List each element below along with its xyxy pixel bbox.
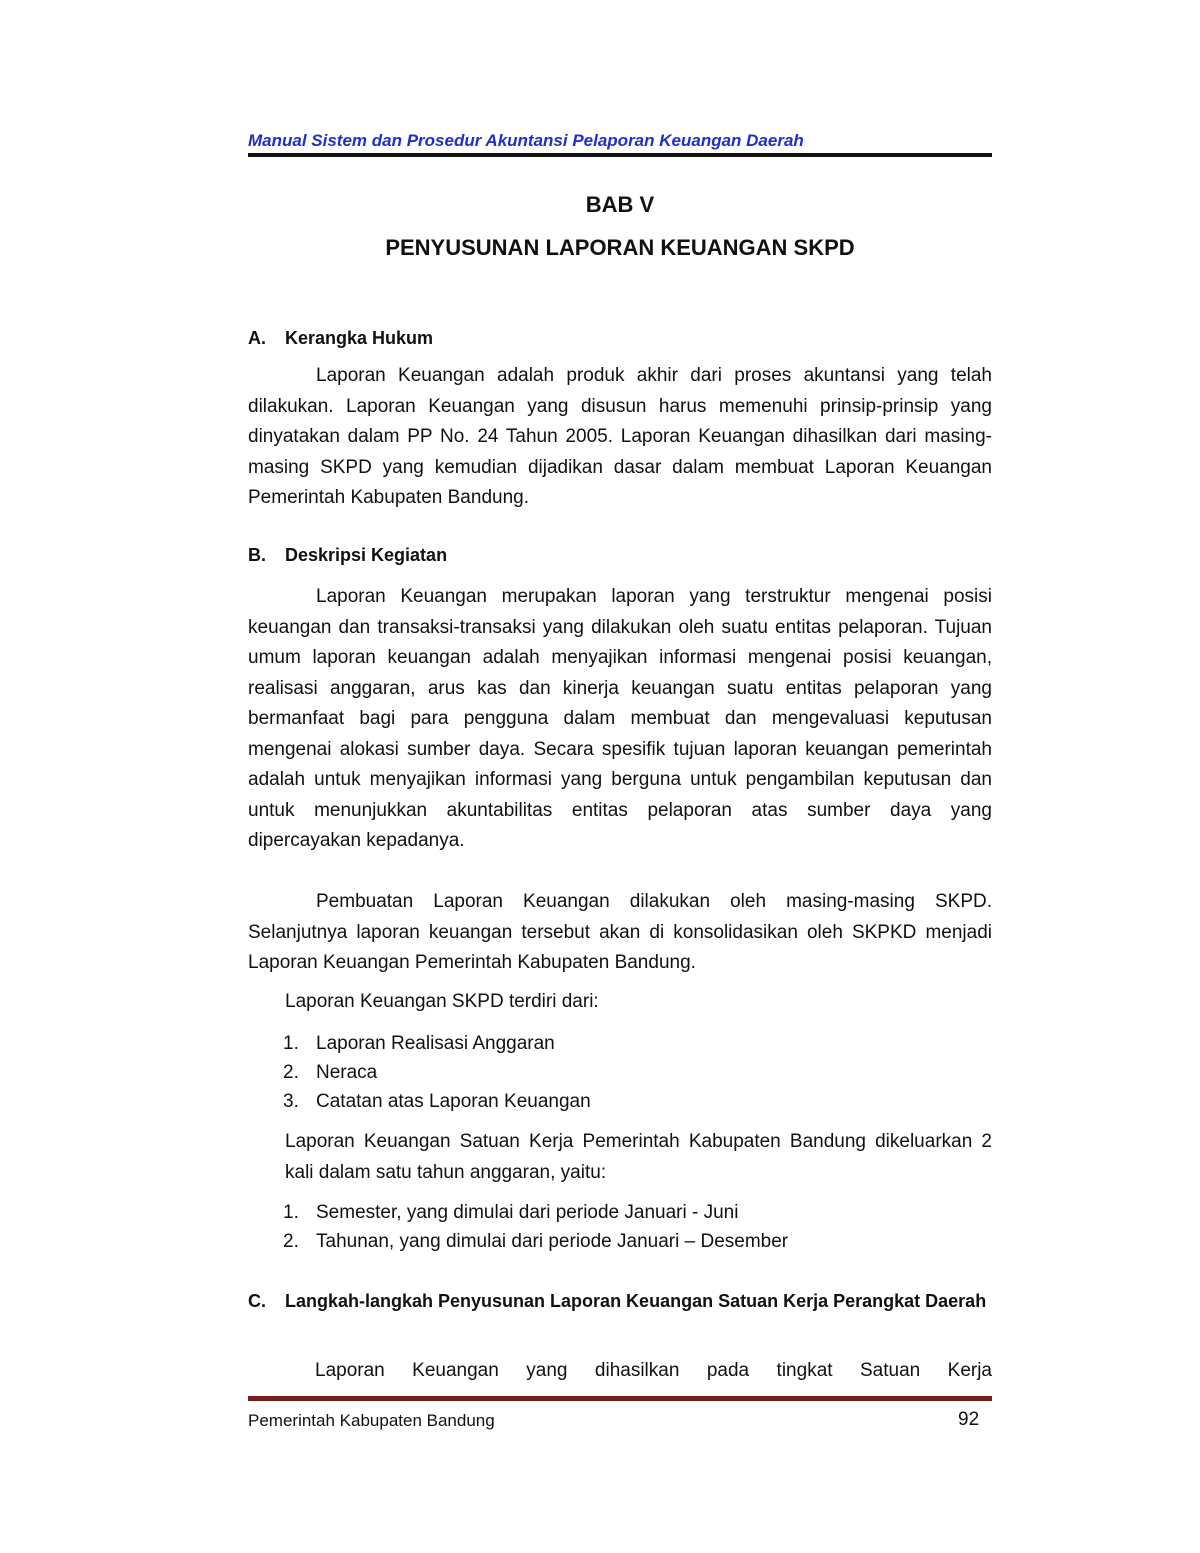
list-item-text: Neraca <box>316 1062 378 1083</box>
section-c-letter: C. <box>248 1291 266 1311</box>
list-item <box>248 1198 992 1227</box>
section-b-title: Deskripsi Kegiatan <box>285 545 448 565</box>
list-item-text: Tahunan, yang dimulai dari periode Januari – Desember <box>316 1231 789 1252</box>
section-b-paragraph-4: Laporan Keuangan Satuan Kerja Pemerintah Kabupaten Bandung dikeluarkan 2 kali dalam satu tahun anggaran, yaitu: <box>285 1131 992 1183</box>
chapter-number: BAB V <box>585 192 655 217</box>
section-b-paragraph-2: Pembuatan Laporan Keuangan dilakukan oleh masing-masing SKPD. Selanjutnya laporan keuangan tersebut akan di konsolidasikan oleh SKPKD menjadi Laporan Keuangan Pemerintah Kabupaten Bandung. <box>248 891 992 973</box>
chapter-title: PENYUSUNAN LAPORAN KEUANGAN SKPD <box>385 235 855 260</box>
page-number: 92 <box>958 1409 980 1430</box>
section-c-heading <box>248 1286 992 1317</box>
report-components-list <box>248 1029 992 1116</box>
section-b-paragraph-1: Laporan Keuangan merupakan laporan yang terstruktur mengenai posisi keuangan dan transaksi-transaksi yang dilakukan oleh suatu entitas pelaporan. Tujuan umum laporan keuangan adalah menyajikan informasi mengenai posisi keuangan, realisasi anggaran, arus kas dan kinerja keuangan suatu entitas pelaporan yang bermanfaat bagi para pengguna dalam membuat dan mengevaluasi keputusan mengenai alokasi sumber daya. Secara spesifik tujuan laporan keuangan pemerintah adalah untuk menyajikan informasi yang berguna untuk pengambilan keputusan dan untuk menunjukkan akuntabilitas entitas pelaporan atas sumber daya yang dipercayakan kepadanya. <box>248 586 992 851</box>
section-a-title: Kerangka Hukum <box>285 328 434 348</box>
footer-rule <box>248 1396 992 1401</box>
section-c-paragraph: Laporan Keuangan yang dihasilkan pada tingkat Satuan Kerja <box>315 1360 992 1381</box>
section-b-paragraph-3: Laporan Keuangan SKPD terdiri dari: <box>285 991 599 1012</box>
list-item <box>248 1058 992 1087</box>
list-item <box>248 1087 992 1116</box>
running-header-title: Manual Sistem dan Prosedur Akuntansi Pelaporan Keuangan Daerah <box>248 131 804 150</box>
section-b-heading <box>248 540 992 571</box>
list-item-text: Catatan atas Laporan Keuangan <box>316 1091 591 1112</box>
header-rule <box>248 153 992 157</box>
list-item <box>248 1227 992 1256</box>
list-item-text: Semester, yang dimulai dari periode Januari - Juni <box>316 1202 739 1223</box>
list-item-number: 1. <box>283 1033 299 1054</box>
section-b-letter: B. <box>248 545 266 565</box>
section-a-letter: A. <box>248 328 266 348</box>
list-item-text: Laporan Realisasi Anggaran <box>316 1033 555 1054</box>
list-item <box>248 1029 992 1058</box>
footer-organization: Pemerintah Kabupaten Bandung <box>248 1411 495 1430</box>
list-item-number: 3. <box>283 1091 299 1112</box>
list-item-number: 1. <box>283 1202 299 1223</box>
list-item-number: 2. <box>283 1062 299 1083</box>
section-a-paragraph: Laporan Keuangan adalah produk akhir dari proses akuntansi yang telah dilakukan. Laporan Keuangan yang disusun harus memenuhi prinsip-prinsip yang dinyatakan dalam PP No. 24 Tahun 2005. Laporan Keuangan dihasilkan dari masing-masing SKPD yang kemudian dijadikan dasar dalam membuat Laporan Keuangan Pemerintah Kabupaten Bandung. <box>248 365 992 508</box>
section-a-heading <box>248 323 992 354</box>
list-item-number: 2. <box>283 1231 299 1252</box>
report-period-list <box>248 1198 992 1256</box>
section-c-title: Langkah-langkah Penyusunan Laporan Keuangan Satuan Kerja Perangkat Daerah <box>285 1291 987 1311</box>
